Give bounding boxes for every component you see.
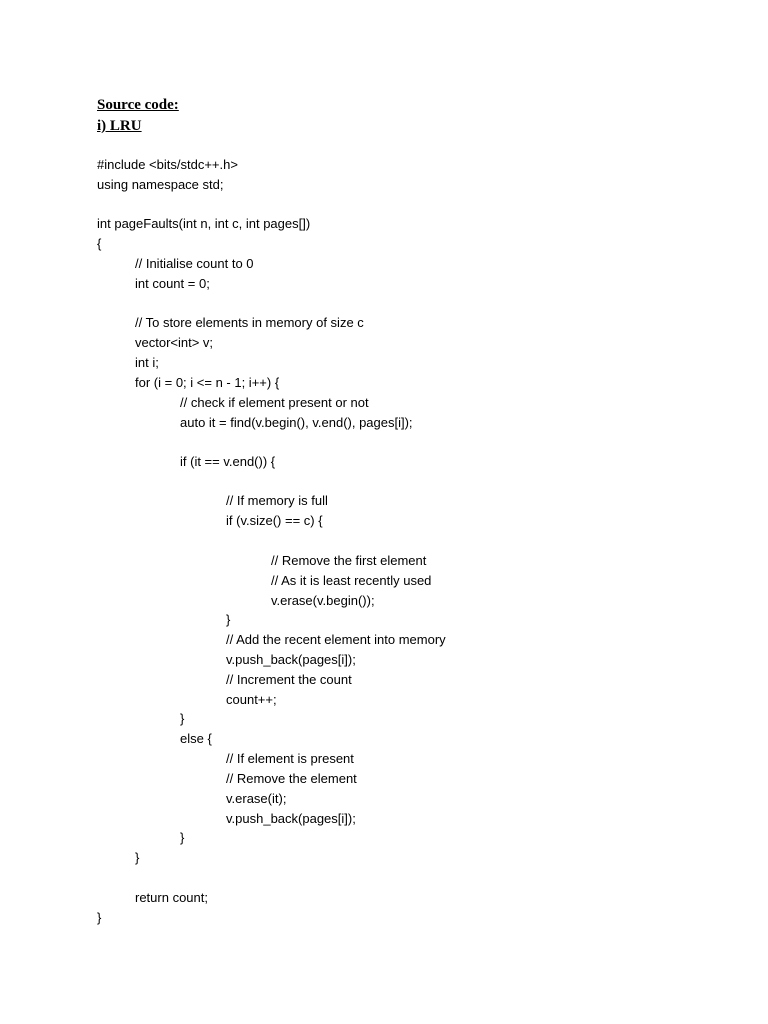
code-line: auto it = find(v.begin(), v.end(), pages[i]);: [180, 415, 413, 430]
code-line: // Initialise count to 0: [135, 256, 254, 271]
code-line: }: [226, 612, 231, 627]
code-line: // Increment the count: [226, 672, 352, 687]
code-line: // Remove the element: [226, 771, 357, 786]
code-line: v.push_back(pages[i]);: [226, 652, 356, 667]
code-line: return count;: [135, 890, 208, 905]
code-line: v.push_back(pages[i]);: [226, 811, 356, 826]
code-line: else {: [180, 731, 212, 746]
code-line: int count = 0;: [135, 276, 210, 291]
code-line: // check if element present or not: [180, 395, 369, 410]
code-line: // As it is least recently used: [271, 573, 432, 588]
code-line: {: [97, 236, 102, 251]
code-line: // If memory is full: [226, 493, 328, 508]
code-line: count++;: [226, 692, 277, 707]
code-line: }: [180, 711, 185, 726]
code-line: v.erase(it);: [226, 791, 287, 806]
lru-section-heading: i) LRU: [97, 118, 142, 134]
code-line: // To store elements in memory of size c: [135, 315, 364, 330]
code-line: if (it == v.end()) {: [180, 454, 276, 469]
code-line: int i;: [135, 355, 159, 370]
code-line: // If element is present: [226, 751, 354, 766]
code-line: int pageFaults(int n, int c, int pages[]): [97, 216, 311, 231]
code-line: using namespace std;: [97, 177, 224, 192]
code-line: vector<int> v;: [135, 335, 214, 350]
code-line: }: [135, 850, 140, 865]
code-line: }: [97, 910, 102, 925]
code-line: v.erase(v.begin());: [271, 593, 375, 608]
code-line: if (v.size() == c) {: [226, 513, 323, 528]
code-line: }: [180, 830, 185, 845]
code-line: #include <bits/stdc++.h>: [97, 157, 238, 172]
source-code-heading: Source code:: [97, 97, 179, 113]
code-line: for (i = 0; i <= n - 1; i++) {: [135, 375, 280, 390]
code-line: // Add the recent element into memory: [226, 632, 446, 647]
code-line: // Remove the first element: [271, 553, 427, 568]
